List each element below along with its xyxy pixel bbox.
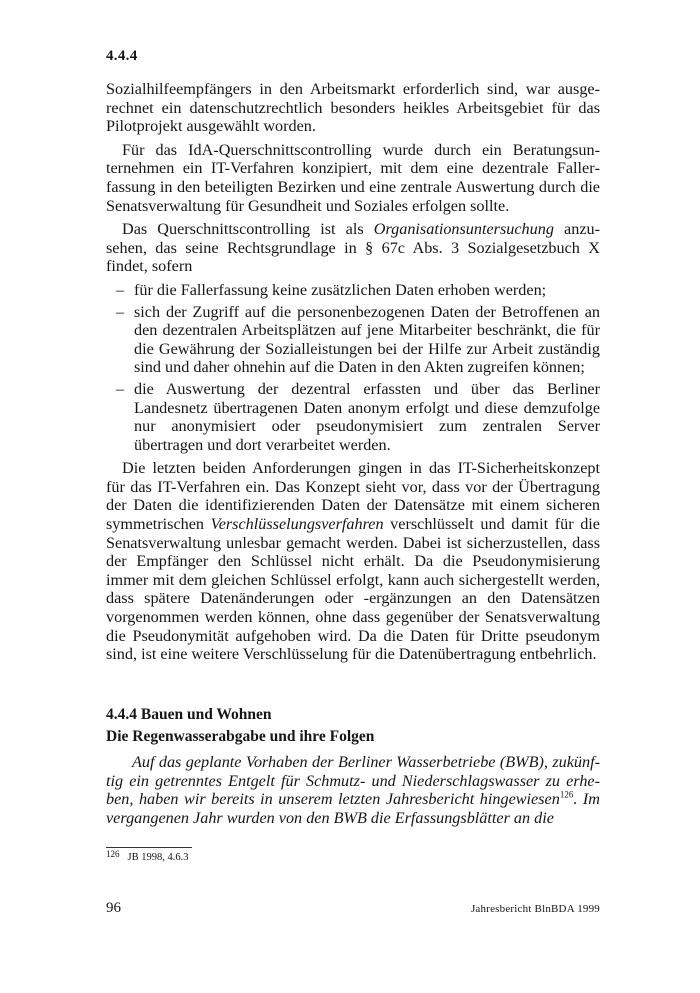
section-subheading: Die Regenwasserabgabe und ihre Folgen xyxy=(106,728,375,745)
intro-text-b: . Im vergangenen Jahr wurden von den BWB die Erfassungsblätter an die xyxy=(106,790,600,827)
paragraph-3-emphasis: Organisationsuntersuchung xyxy=(373,220,554,239)
footnote-mark: 126 xyxy=(106,849,120,859)
paragraph-3-text-a: Das Querschnittscontrolling ist als xyxy=(122,220,374,239)
footnote-divider xyxy=(106,847,192,848)
paragraph-4-emphasis: Verschlüsselungsverfahren xyxy=(210,515,384,534)
requirements-list xyxy=(106,281,600,454)
paragraph-4 xyxy=(106,459,600,664)
paragraph-3-text-b: anzusehen, das seine Rechtsgrundlage in § 67c Abs. 3 Sozialgesetzbuch X findet, sofern xyxy=(106,220,600,276)
section-heading: 4.4.4 Bauen und Wohnen xyxy=(106,706,272,723)
paragraph-1: Sozialhilfeempfängers in den Arbeitsmarkt erforderlich sind, war ausgerechnet ein datenschutzrechtlich besonders heikles Arbeitsgebiet für das Pilotprojekt ausgewählt worden. xyxy=(106,80,600,136)
list-item: – sich der Zugriff auf die personenbezogenen Daten der Betroffenen an den dezentralen Arbeitsplätzen auf jene Mitarbeiter beschränkt, die für die Gewährung der Sozialleistungen bei der Hilfe zur Arbeit zuständig sind und daher ohnehin auf die Daten in den Akten zugreifen können; xyxy=(106,303,600,377)
list-item: – die Auswertung der dezentral erfassten und über das Berliner Landesnetz übertragenen Daten anonym erfolgt und diese demzufolge nur anonymisiert oder pseudonymisiert zum zentralen Server übertragen und dort verarbeitet werden. xyxy=(106,380,600,454)
paragraph-3 xyxy=(106,220,600,276)
footnote-text: JB 1998, 4.6.3 xyxy=(127,852,189,863)
list-item: – für die Fallerfassung keine zusätzlichen Daten erhoben werden; xyxy=(106,281,600,300)
footer-title: Jahresbericht BlnBDA 1999 xyxy=(470,903,600,915)
intro-paragraph xyxy=(106,753,600,827)
footnote-reference[interactable]: 126 xyxy=(559,789,574,800)
section-number: 4.4.4 xyxy=(106,48,138,64)
intro-text-a: Auf das geplante Vorhaben der Berliner Wasserbetriebe (BWB), zukünftig ein getrenntes Entgelt für Schmutz- und Niederschlagswasser zu erheben, haben wir bereits in unserem letzten Jahresbericht hingewiesen xyxy=(106,753,600,809)
paragraph-4-text-b: verschlüsselt und damit für die Senatsverwaltung unlesbar gemacht werden. Dabei ist sicherzustellen, dass der Empfänger den Schlüssel nicht erhält. Da die Pseudonymisierung immer mit dem gleichen Schlüssel erfolgt, kann auch sichergestellt werden, dass spätere Datenänderungen oder -ergänzungen an den Datensätzen vorgenommen werden können, ohne dass gegenüber der Senatsverwaltung die Pseudonymität aufgehoben wird. Da die Daten für Dritte pseudonym sind, ist eine weitere Verschlüsselung für die Datenübertragung entbehrlich. xyxy=(106,515,600,664)
paragraph-2: Für das IdA-Querschnittscontrolling wurde durch ein Beratungsunternehmen ein IT-Verfahren konzipiert, mit dem eine dezentrale Fallerfassung in den beteiligten Bezirken und eine zentrale Auswertung durch die Senatsverwaltung für Gesundheit und Soziales erfolgen sollte. xyxy=(106,140,600,215)
page-number: 96 xyxy=(106,900,121,916)
paragraph-4-text-a: Die letzten beiden Anforderungen gingen in das IT-Sicherheitskonzept für das IT-Verfahren ein. Das Konzept sieht vor, dass vor der Übertragung der Daten die identifizierenden Daten der Datensätze mit einem sicheren symmetrischen xyxy=(106,459,600,534)
body-text xyxy=(106,80,600,669)
footnote xyxy=(106,849,189,863)
